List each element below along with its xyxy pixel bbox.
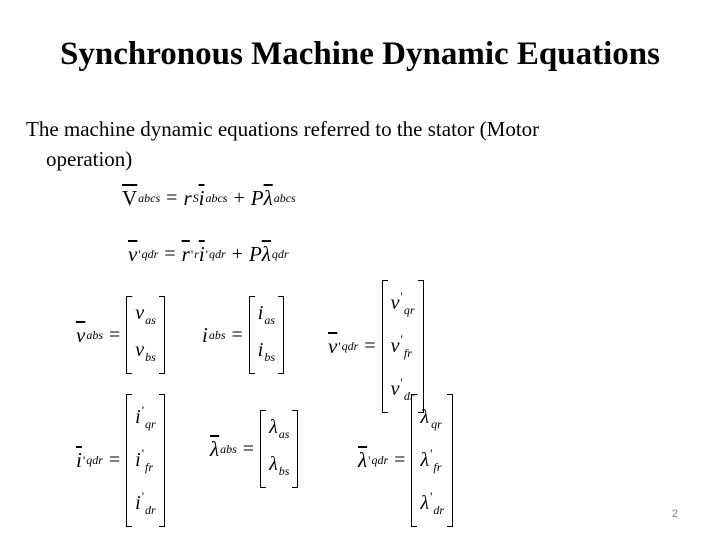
vqdr-row-3: $v'_{dr}$ — [390, 375, 415, 403]
vqdr-lhs-sub: qdr — [341, 339, 359, 353]
eq1-r-sub: S — [192, 191, 199, 205]
vqdr-lhs-prime: ' — [338, 338, 341, 354]
eq1-i-sub: abcs — [205, 191, 228, 205]
lamabs-equals: = — [242, 437, 255, 460]
lamqdr-row-2: $\lambda'_{fr}$ — [420, 446, 442, 474]
equation-rotor-voltage — [128, 242, 289, 267]
lamabs-row-2: $\lambda_{bs}$ — [269, 453, 290, 478]
eq2-r: $\overline{r}$ — [181, 242, 190, 266]
eq2-lhs-prime: ' — [138, 246, 141, 262]
eq2-P: P — [248, 242, 262, 266]
iqdr-equals: = — [108, 449, 121, 471]
eq1-lambda: $\overline{\lambda}$ — [263, 186, 273, 210]
lamabs-matrix — [260, 410, 298, 488]
vabs-lhs: $\overline{v}$ — [76, 322, 86, 347]
lamabs-lhs: $\overline{\lambda}$ — [210, 436, 220, 461]
eq1-P: P — [250, 186, 264, 210]
vabs-equals: = — [109, 323, 121, 346]
iqdr-lhs: $\overline{i}$ — [76, 448, 82, 472]
eq1-equals: = — [166, 187, 178, 209]
iabs-matrix — [249, 296, 284, 374]
eq2-r-prime: ' — [190, 246, 194, 262]
vabs-row-1: $v_{as}$ — [135, 302, 156, 327]
eq2-lhs-sub: qdr — [141, 247, 159, 261]
lamqdr-matrix — [411, 394, 453, 527]
lamqdr-row-1: λ $_{qr}$ — [420, 406, 442, 431]
equation-i-qdr — [76, 394, 165, 527]
eq2-i-prime: ' — [205, 246, 209, 262]
iabs-row-2: $i_{bs}$ — [257, 339, 276, 364]
iabs-row-1: $i_{as}$ — [257, 302, 276, 327]
eq2-i: $\overline{i}$ — [198, 242, 205, 266]
eq2-plus: + — [231, 243, 243, 265]
eq1-lhs-sub: abcs — [138, 191, 161, 205]
eq2-lhs-symbol: $\overline{v}$ — [128, 242, 138, 266]
lamqdr-row-3: $\lambda'_{dr}$ — [420, 489, 445, 517]
vabs-row-2: $v_{bs}$ — [135, 339, 156, 364]
iqdr-row-1: $i'_{qr}$ — [135, 403, 156, 431]
eq1-lhs-symbol: $\overline{V}$ — [122, 186, 138, 210]
vabs-matrix — [126, 296, 165, 374]
iabs-lhs-sub: abs — [208, 327, 226, 342]
vqdr-row-1: $v'_{qr}$ — [390, 289, 415, 317]
vabs-lhs-sub: abs — [86, 327, 103, 342]
page-number: 2 — [671, 508, 678, 520]
equation-lambda-qdr — [358, 394, 453, 527]
intro-text — [26, 114, 666, 174]
intro-line-1: The machine dynamic equations referred to the stator (Motor — [26, 117, 540, 141]
eq1-lambda-sub: abcs — [273, 191, 296, 205]
iabs-equals: = — [231, 323, 243, 346]
vqdr-row-2: $v'_{fr}$ — [390, 332, 412, 360]
eq1-i: $\overline{i}$ — [198, 186, 205, 210]
lamqdr-lhs: $\overline{\lambda}$ — [358, 448, 368, 472]
iabs-lhs: i — [202, 322, 208, 347]
equation-stator-voltage — [122, 186, 296, 211]
lamabs-lhs-sub: abs — [220, 441, 237, 456]
vqdr-lhs: $\overline{v}$ — [328, 334, 338, 358]
lamqdr-lhs-prime: ' — [368, 452, 371, 468]
iqdr-matrix — [126, 394, 165, 527]
lamabs-row-1: $\lambda_{as}$ — [269, 416, 290, 441]
vqdr-equals: = — [364, 335, 376, 357]
eq1-plus: + — [233, 187, 245, 209]
eq2-lambda-sub: qdr — [271, 247, 289, 261]
eq2-r-sub: r — [194, 247, 199, 261]
lamqdr-equals: = — [394, 449, 406, 471]
eq2-i-sub: qdr — [209, 247, 226, 261]
iqdr-row-3: $i'_{dr}$ — [135, 489, 156, 517]
slide-title: Synchronous Machine Dynamic Equations — [60, 36, 660, 72]
iqdr-lhs-prime: ' — [82, 452, 86, 468]
eq1-r: r — [183, 186, 192, 210]
iqdr-lhs-sub: qdr — [86, 453, 103, 467]
equation-v-abs — [76, 296, 165, 374]
eq2-equals: = — [164, 243, 176, 265]
intro-line-2: operation) — [46, 147, 133, 171]
iqdr-row-2: $i'_{fr}$ — [135, 446, 154, 474]
eq2-lambda: $\overline{\lambda}$ — [261, 242, 271, 266]
equation-i-abs — [202, 296, 284, 374]
lamqdr-lhs-sub: qdr — [371, 453, 389, 467]
equation-lambda-abs — [210, 410, 298, 488]
